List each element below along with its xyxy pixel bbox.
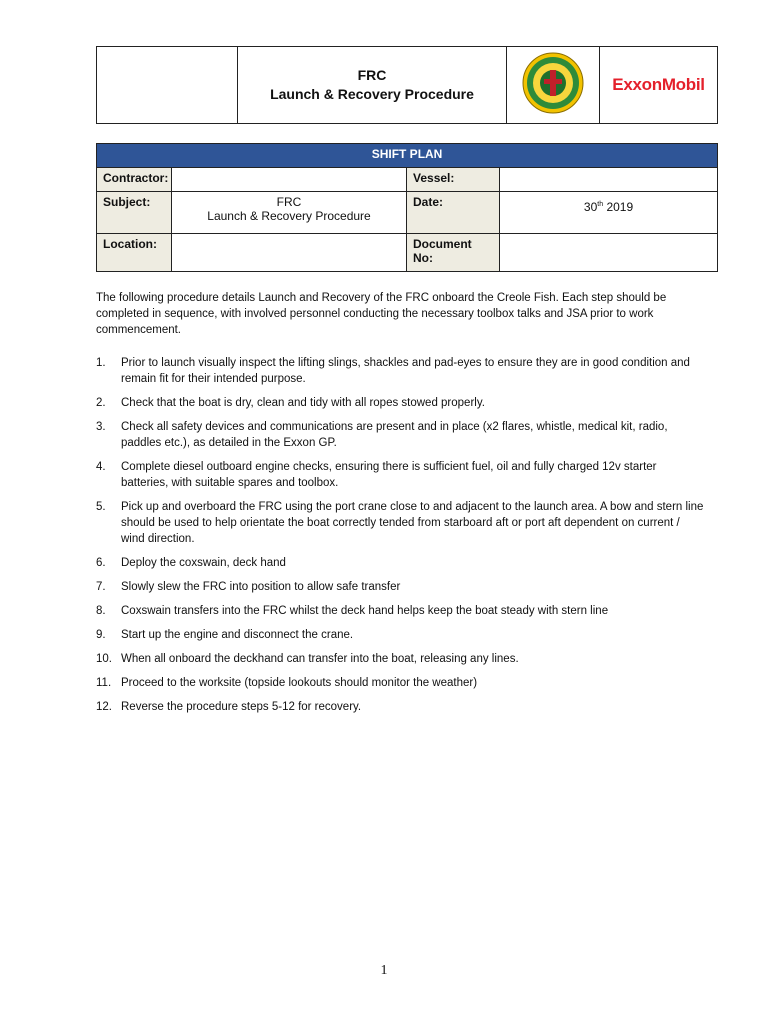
procedure-steps xyxy=(96,355,706,723)
exxonmobil-logo-cell xyxy=(600,47,718,124)
location-value xyxy=(172,234,407,272)
date-value xyxy=(500,192,718,234)
list-item xyxy=(96,627,706,643)
nnpc-logo-cell xyxy=(507,47,600,124)
list-item xyxy=(96,395,706,411)
step-number: 12. xyxy=(96,701,112,713)
step-number: 10. xyxy=(96,653,112,665)
list-item xyxy=(96,419,706,451)
contractor-value xyxy=(172,168,407,192)
document-number-label xyxy=(407,234,500,272)
list-item xyxy=(96,579,706,595)
document-title xyxy=(238,47,507,124)
step-number: 8. xyxy=(96,605,106,617)
document-label-line-1: Document xyxy=(413,237,472,251)
step-text: When all onboard the deckhand can transfer into the boat, releasing any lines. xyxy=(121,653,519,665)
date-label: Date: xyxy=(407,192,500,234)
subject-line-1: FRC xyxy=(276,195,302,209)
subject-value xyxy=(172,192,407,234)
list-item xyxy=(96,699,706,715)
list-item xyxy=(96,355,706,387)
vessel-value xyxy=(500,168,718,192)
list-item xyxy=(96,499,706,547)
step-text: Deploy the coxswain, deck hand xyxy=(121,557,286,569)
step-number: 6. xyxy=(96,557,106,569)
header-blank-cell xyxy=(97,47,238,124)
shift-plan-heading: SHIFT PLAN xyxy=(97,144,718,168)
step-number: 3. xyxy=(96,421,106,433)
list-item xyxy=(96,459,706,491)
step-text: Pick up and overboard the FRC using the port crane close to and adjacent to the launch area. A bow and stern line should be used to help orientate the boat correctly tended from starboard aft or port aft dependent on current / wind direction. xyxy=(121,501,704,545)
step-number: 11. xyxy=(96,677,112,689)
date-day: 30 xyxy=(583,200,598,214)
step-number: 9. xyxy=(96,629,106,641)
step-number: 1. xyxy=(96,357,106,369)
vessel-label: Vessel: xyxy=(407,168,500,192)
location-label: Location: xyxy=(97,234,172,272)
contractor-label: Contractor: xyxy=(97,168,172,192)
date-suffix: th xyxy=(597,201,604,208)
page-number: 1 xyxy=(380,963,388,978)
list-item xyxy=(96,675,706,691)
list-item xyxy=(96,555,706,571)
step-text: Slowly slew the FRC into position to allow safe transfer xyxy=(121,581,401,593)
step-text: Coxswain transfers into the FRC whilst the deck hand helps keep the boat steady with stern line xyxy=(121,605,609,617)
step-number: 7. xyxy=(96,581,106,593)
step-text: Reverse the procedure steps 5-12 for recovery. xyxy=(121,701,362,713)
title-line-1: FRC xyxy=(357,67,387,83)
step-text: Complete diesel outboard engine checks, ensuring there is sufficient fuel, oil and fully charged 12v starter batteries, with suitable spares and toolbox. xyxy=(121,461,657,489)
step-text: Proceed to the worksite (topside lookouts should monitor the weather) xyxy=(121,677,478,689)
document-label-line-2: No: xyxy=(413,251,433,265)
shift-plan-table xyxy=(96,143,718,272)
intro-paragraph: The following procedure details Launch and Recovery of the FRC onboard the Creole Fish. Each step should be completed in sequence, with involved personnel conducting the necessary toolbox talks and JSA prior to work commencement. xyxy=(96,292,667,336)
step-number: 2. xyxy=(96,397,106,409)
subject-line-2: Launch & Recovery Procedure xyxy=(207,209,371,223)
list-item xyxy=(96,651,706,667)
list-item xyxy=(96,603,706,619)
step-number: 4. xyxy=(96,461,106,473)
step-text: Start up the engine and disconnect the crane. xyxy=(121,629,354,641)
nnpc-logo-icon xyxy=(522,52,584,114)
title-line-2: Launch & Recovery Procedure xyxy=(270,86,474,102)
step-text: Check all safety devices and communications are present and in place (x2 flares, whistle, medical kit, radio, paddles etc.), as detailed in the Exxon GP. xyxy=(121,421,668,449)
step-text: Check that the boat is dry, clean and tidy with all ropes stowed properly. xyxy=(121,397,485,409)
document-number-value xyxy=(500,234,718,272)
exxonmobil-logo: ExxonMobil xyxy=(612,75,705,94)
document-header xyxy=(96,46,718,124)
date-year: 2019 xyxy=(603,200,634,214)
step-number: 5. xyxy=(96,501,106,513)
subject-label: Subject: xyxy=(97,192,172,234)
step-text: Prior to launch visually inspect the lifting slings, shackles and pad-eyes to ensure they are in good condition and remain fit for their intended purpose. xyxy=(121,357,690,385)
